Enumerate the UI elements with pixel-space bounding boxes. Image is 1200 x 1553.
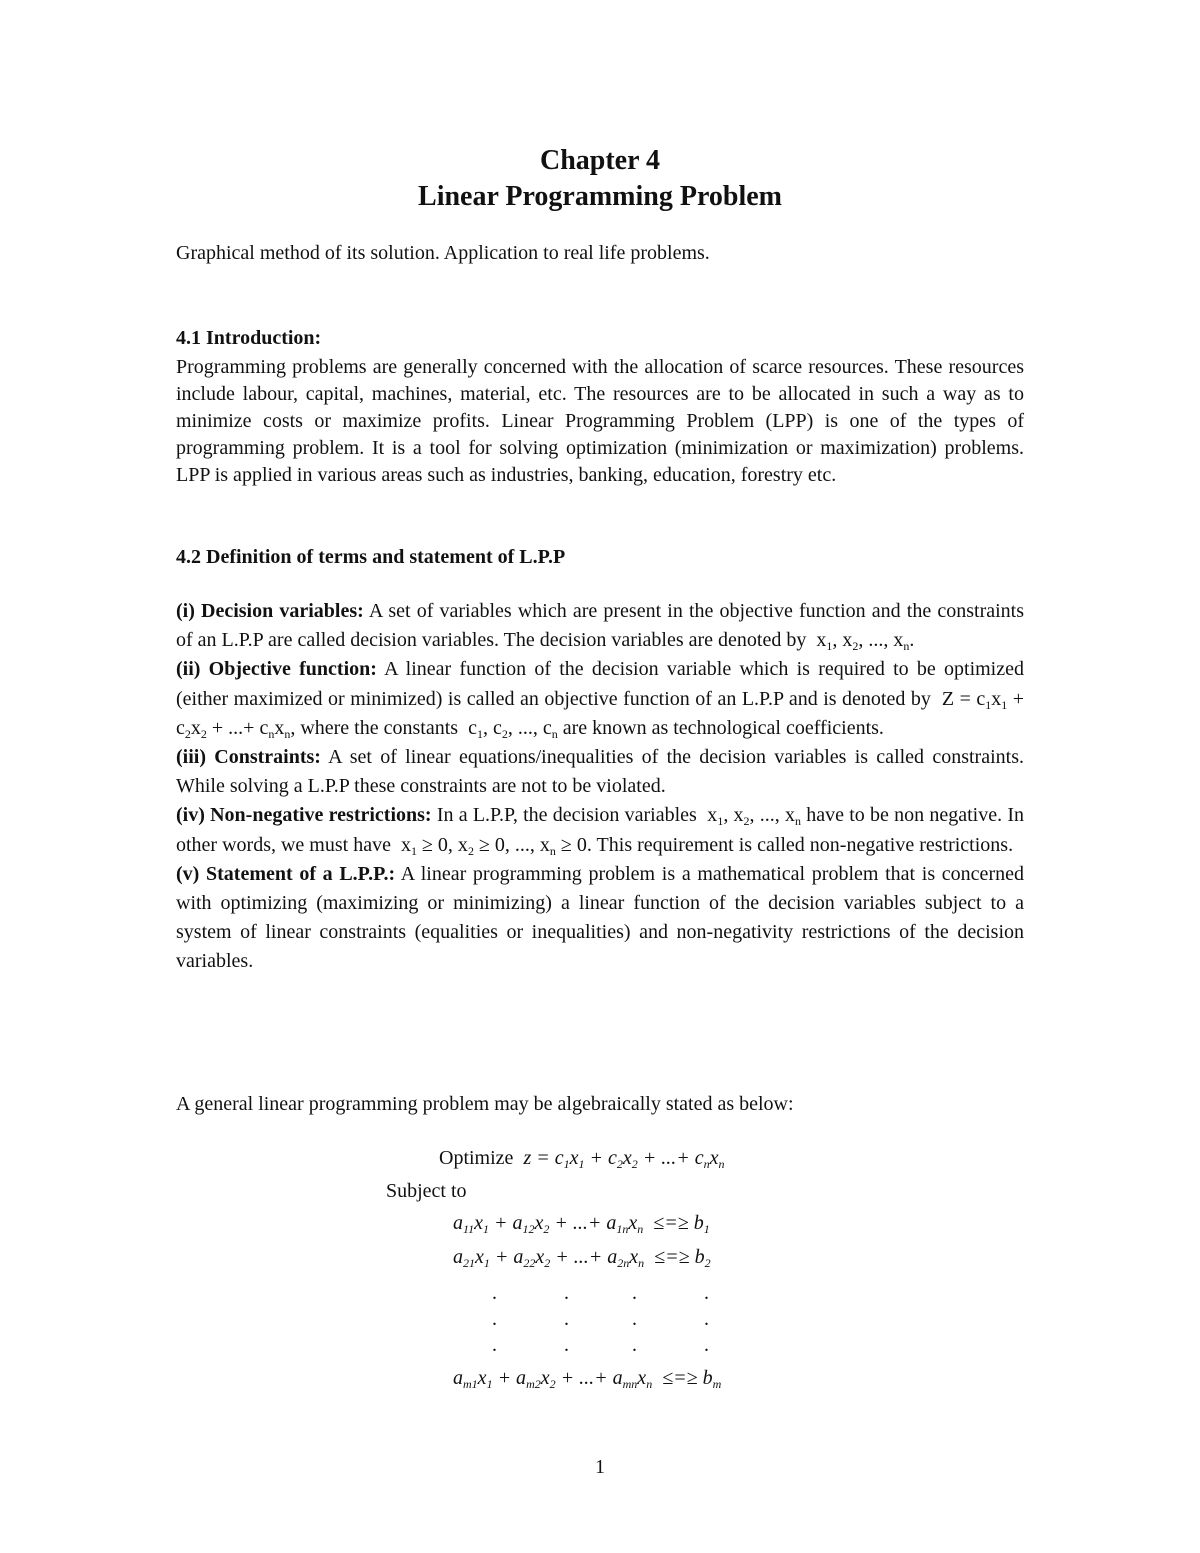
math-objective-z: $z = c_1x_1 + c_2x_2$ + ...+ $c_nx_n$ <box>518 1147 725 1171</box>
math-objective: $Z = c_1x_1 + c_2x_2$ + ...+ $c_nx_n$ <box>176 687 1025 741</box>
definition-label: (ii) Objective function: <box>176 658 377 681</box>
ellipsis-dot: . <box>564 1334 569 1356</box>
constraint-row-1: $a_{11}x_1 + a_{12}x_2$ + ...+ $a_{1n}x_n$ ≤=≥ $b_1$ <box>453 1212 710 1236</box>
definition-label: (iv) Non-negative restrictions: <box>176 804 432 827</box>
definition-non-negative <box>176 801 1024 859</box>
definition-text: A linear function of the decision variable which is required to be optimized (either maximized or minimized) is called an objective function of an L.P.P and is denoted by <box>176 658 1024 710</box>
ellipsis-dot: . <box>564 1308 569 1330</box>
definition-decision-variables <box>176 597 1024 655</box>
ellipsis-dot: . <box>492 1334 497 1356</box>
optimize-label: Optimize <box>439 1147 514 1169</box>
general-lpp-intro: A general linear programming problem may be algebraically stated as below: <box>176 1093 794 1115</box>
definition-text: , where the constants <box>290 716 459 739</box>
definition-constraints <box>176 743 1024 801</box>
math-variables: $x_1$, $x_2$, ..., $x_n$ <box>702 804 802 829</box>
ellipsis-dot: . <box>704 1334 709 1356</box>
definition-text: A linear programming problem is a mathematical problem that is concerned with optimizing (maximizing or minimizing) a linear function of the decision variables subject to a system of linear constraints (equalities or inequalities) and non-negativity restrictions of the decision variables. <box>176 862 1024 973</box>
definition-objective-function <box>176 655 1024 743</box>
section-4-1-body: Programming problems are generally concerned with the allocation of scarce resources. These resources include labour, capital, machines, material, etc. The resources are to be allocated in such a way as to minimize costs or maximize profits. Linear Programming Problem (LPP) is one of the types of programming problem. It is a tool for solving optimization (minimization or maximization) problems. LPP is applied in various areas such as industries, banking, education, forestry etc. <box>176 356 1024 486</box>
ellipsis-dot: . <box>704 1308 709 1330</box>
ellipsis-dot: . <box>704 1282 709 1304</box>
math-variables: $x_1$, $x_2$, ..., $x_n$. <box>811 629 915 654</box>
chapter-subtitle: Graphical method of its solution. Application to real life problems. <box>176 242 710 264</box>
definition-label: (iii) Constraints: <box>176 746 321 769</box>
math-coefficients: $c_1$, $c_2$, ..., $c_n$ <box>463 716 558 741</box>
ellipsis-dot: . <box>492 1282 497 1304</box>
chapter-title: Linear Programming Problem <box>418 181 782 212</box>
subject-to-label: Subject to <box>386 1180 467 1202</box>
objective-equation <box>439 1147 725 1170</box>
definition-statement <box>176 860 1024 977</box>
page-number: 1 <box>595 1456 605 1478</box>
constraint-row-2: $a_{21}x_1 + a_{22}x_2$ + ...+ $a_{2n}x_n$ ≤=≥ $b_2$ <box>453 1246 711 1270</box>
definition-text: have to be non negative. In other words, we must have <box>176 804 1025 856</box>
math-nonneg: $x_1 \ge 0$, $x_2 \ge 0$, ..., $x_n \ge 0$ <box>395 833 587 858</box>
chapter-label: Chapter 4 <box>539 145 661 176</box>
ellipsis-dot: . <box>632 1282 637 1304</box>
definition-text: A set of variables which are present in the objective function and the constraints of an L.P.P are called decision variables. The decision variables are denoted by <box>176 600 1025 652</box>
constraint-row-m: $a_{m1}x_1 + a_{m2}x_2$ + ...+ $a_{mn}x_n$ ≤=≥ $b_m$ <box>453 1367 722 1391</box>
definition-text: . This requirement is called non-negative restrictions. <box>586 833 1014 856</box>
definition-label: (i) Decision variables: <box>176 600 364 622</box>
ellipsis-dot: . <box>492 1308 497 1330</box>
ellipsis-dot: . <box>632 1334 637 1356</box>
definitions-block <box>176 597 1024 977</box>
section-4-2-heading: 4.2 Definition of terms and statement of L.P.P <box>176 546 566 568</box>
ellipsis-dot: . <box>564 1282 569 1304</box>
section-4-1-heading: 4.1 Introduction: <box>176 327 322 349</box>
definition-text: are known as technological coefficients. <box>562 716 884 739</box>
definition-text: A set of linear equations/inequalities of the decision variables is called constraints. While solving a L.P.P these constraints are not to be violated. <box>176 746 1024 798</box>
definition-text: In a L.P.P, the decision variables <box>436 804 697 827</box>
definition-label: (v) Statement of a L.P.P.: <box>176 862 396 885</box>
ellipsis-dot: . <box>632 1308 637 1330</box>
